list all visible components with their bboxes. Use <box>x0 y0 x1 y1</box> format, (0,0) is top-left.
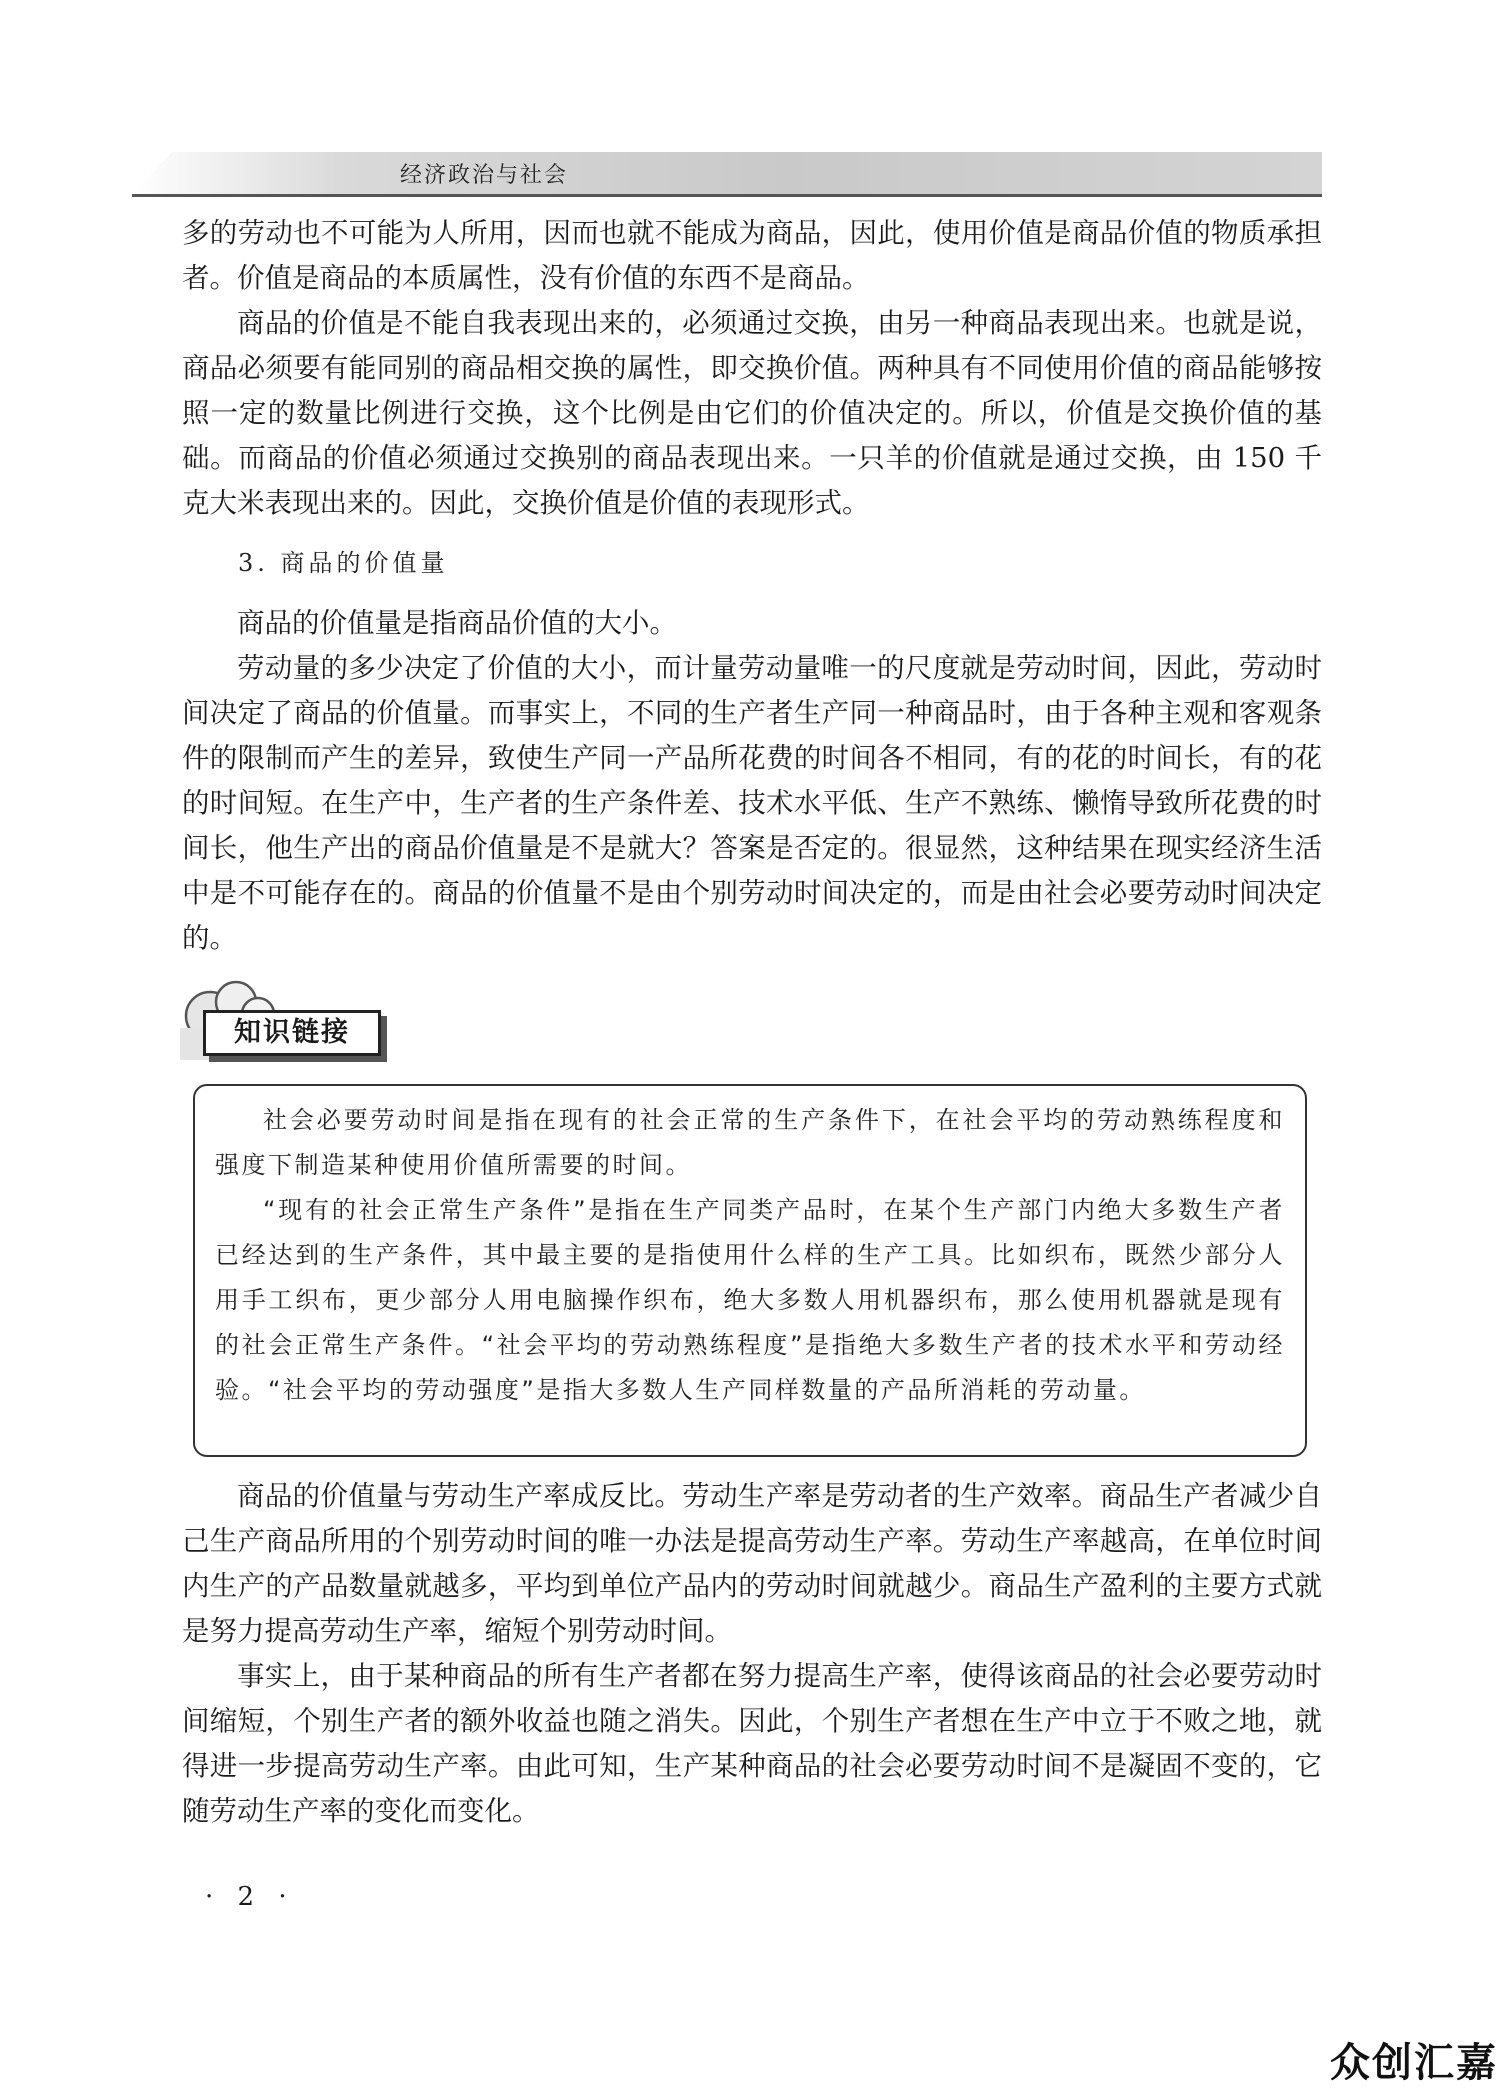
running-header-title: 经济政治与社会 <box>400 163 569 188</box>
knowledge-paragraph: 社会必要劳动时间是指在现有的社会正常的生产条件下，在社会平均的劳动熟练程度和强度下制造某种使用价值所需要的时间。 <box>215 1106 1285 1179</box>
page-number: · 2 · <box>205 1882 295 1912</box>
paragraph: 事实上，由于某种商品的所有生产者都在努力提高生产率，使得该商品的社会必要劳动时间缩短，个别生产者的额外收益也随之消失。因此，个别生产者想在生产中立于不败之地，就得进一步提高劳动生产率。由此可知，生产某种商品的社会必要劳动时间不是凝固不变的，它随劳动生产率的变化而变化。 <box>182 1660 1322 1827</box>
paragraph: 多的劳动也不可能为人所用，因而也就不能成为商品，因此，使用价值是商品价值的物质承担者。价值是商品的本质属性，没有价值的东西不是商品。 <box>182 217 1322 294</box>
knowledge-link-label: 知识链接 <box>203 1010 381 1056</box>
text-block-top <box>182 211 1322 526</box>
paragraph: 劳动量的多少决定了价值的大小，而计量劳动量唯一的尺度就是劳动时间，因此，劳动时间决定了商品的价值量。而事实上，不同的生产者生产同一种商品时，由于各种主观和客观条件的限制而产生的差异，致使生产同一产品所花费的时间各不相同，有的花的时间长，有的花的时间短。在生产中，生产者的生产条件差、技术水平低、生产不熟练、懒惰导致所花费的时间长，他生产出的商品价值量是不是就大？答案是否定的。很显然，这种结果在现实经济生活中是不可能存在的。商品的价值量不是由个别劳动时间决定的，而是由社会必要劳动时间决定的。 <box>182 652 1322 954</box>
knowledge-paragraph: “现有的社会正常生产条件”是指在生产同类产品时，在某个生产部门内绝大多数生产者已经达到的生产条件，其中最主要的是指使用什么样的生产工具。比如织布，既然少部分人用手工织布，更少部分人用电脑操作织布，绝大多数人用机器织布，那么使用机器就是现有的社会正常生产条件。“社会平均的劳动熟练程度”是指绝大多数生产者的技术水平和劳动经验。“社会平均的劳动强度”是指大多数人生产同样数量的产品所消耗的劳动量。 <box>215 1196 1285 1404</box>
paragraph: 商品的价值是不能自我表现出来的，必须通过交换，由另一种商品表现出来。也就是说，商品必须要有能同别的商品相交换的属性，即交换价值。两种具有不同使用价值的商品能够按照一定的数量比例进行交换，这个比例是由它们的价值决定的。所以，价值是交换价值的基础。而商品的价值必须通过交换别的商品表现出来。一只羊的价值就是通过交换，由 150 千克大米表现出来的。因此，交换价值是价值的表现形式。 <box>182 307 1322 519</box>
knowledge-box <box>193 1084 1307 1457</box>
text-block-middle <box>182 601 1322 961</box>
paragraph: 商品的价值量与劳动生产率成反比。劳动生产率是劳动者的生产效率。商品生产者减少自己生产商品所用的个别劳动时间的唯一办法是提高劳动生产率。劳动生产率越高，在单位时间内生产的产品数量就越多，平均到单位产品内的劳动时间就越少。商品生产盈利的主要方式就是努力提高劳动生产率，缩短个别劳动时间。 <box>182 1480 1322 1647</box>
watermark-logo: 众创汇嘉 <box>1330 2040 1498 2086</box>
paragraph: 商品的价值量是指商品价值的大小。 <box>237 607 677 639</box>
text-block-bottom <box>182 1474 1322 1834</box>
section-heading: 3. 商品的价值量 <box>238 549 449 577</box>
header-band <box>132 152 1322 194</box>
header-rule <box>132 194 1322 197</box>
